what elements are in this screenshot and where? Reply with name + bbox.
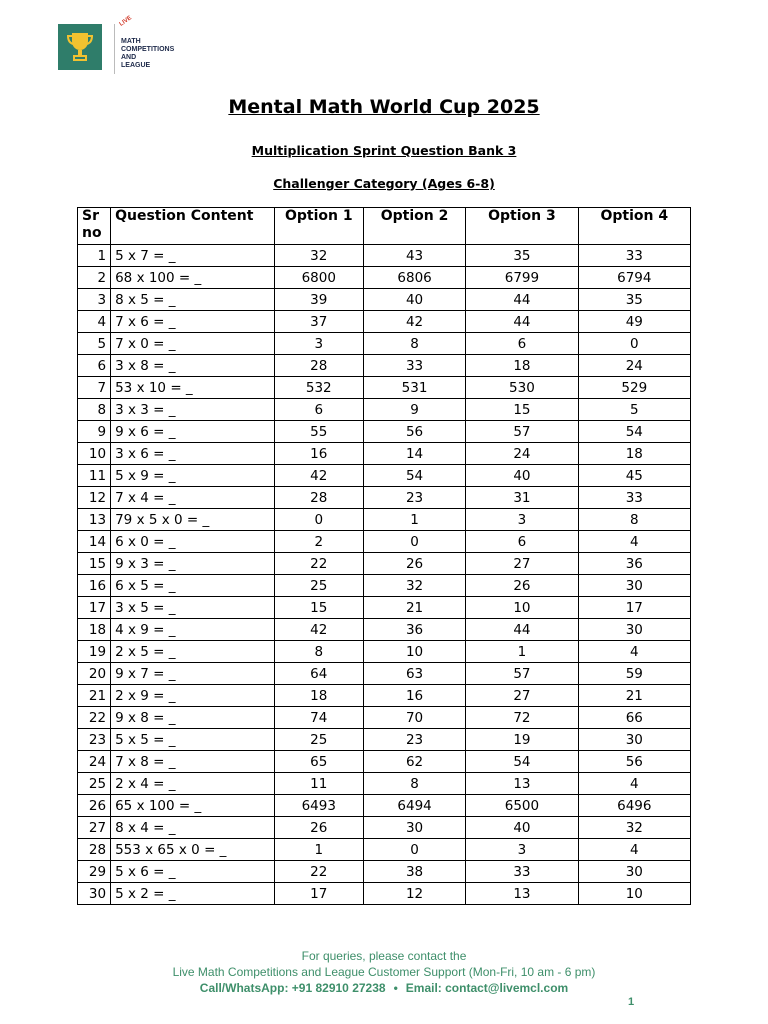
cell-option-4: 59 bbox=[578, 663, 690, 685]
cell-option-3: 33 bbox=[466, 861, 578, 883]
table-row bbox=[78, 597, 691, 619]
cell-question: 65 x 100 = _ bbox=[111, 795, 275, 817]
table-body bbox=[78, 245, 691, 905]
cell-question: 7 x 4 = _ bbox=[111, 487, 275, 509]
cell-question: 553 x 65 x 0 = _ bbox=[111, 839, 275, 861]
cell-sr-no: 18 bbox=[78, 619, 111, 641]
cell-option-1: 1 bbox=[274, 839, 363, 861]
cell-option-4: 18 bbox=[578, 443, 690, 465]
table-row bbox=[78, 861, 691, 883]
cell-option-1: 28 bbox=[274, 355, 363, 377]
cell-option-3: 13 bbox=[466, 773, 578, 795]
header-option-2: Option 2 bbox=[363, 208, 465, 245]
cell-question: 7 x 8 = _ bbox=[111, 751, 275, 773]
cell-option-2: 33 bbox=[363, 355, 465, 377]
cell-option-3: 3 bbox=[466, 839, 578, 861]
logo-line: AND bbox=[121, 54, 137, 61]
header-option-1: Option 1 bbox=[274, 208, 363, 245]
cell-option-1: 18 bbox=[274, 685, 363, 707]
cell-option-2: 23 bbox=[363, 487, 465, 509]
logo-live-text: LIVE bbox=[118, 15, 133, 28]
table-row bbox=[78, 465, 691, 487]
cell-question: 6 x 5 = _ bbox=[111, 575, 275, 597]
cell-sr-no: 17 bbox=[78, 597, 111, 619]
cell-question: 3 x 3 = _ bbox=[111, 399, 275, 421]
category-subtitle: Challenger Category (Ages 6-8) bbox=[273, 176, 495, 191]
table-row bbox=[78, 619, 691, 641]
cell-sr-no: 4 bbox=[78, 311, 111, 333]
cell-option-2: 36 bbox=[363, 619, 465, 641]
table-row bbox=[78, 729, 691, 751]
cell-option-2: 30 bbox=[363, 817, 465, 839]
cell-option-2: 16 bbox=[363, 685, 465, 707]
cell-option-3: 6 bbox=[466, 333, 578, 355]
cell-option-1: 11 bbox=[274, 773, 363, 795]
cell-option-2: 8 bbox=[363, 773, 465, 795]
cell-option-1: 2 bbox=[274, 531, 363, 553]
cell-option-3: 72 bbox=[466, 707, 578, 729]
cell-question: 3 x 8 = _ bbox=[111, 355, 275, 377]
cell-option-4: 33 bbox=[578, 487, 690, 509]
table-row bbox=[78, 883, 691, 905]
cell-option-3: 3 bbox=[466, 509, 578, 531]
cell-question: 9 x 7 = _ bbox=[111, 663, 275, 685]
cell-question: 5 x 7 = _ bbox=[111, 245, 275, 267]
cell-option-1: 64 bbox=[274, 663, 363, 685]
cell-option-2: 14 bbox=[363, 443, 465, 465]
cell-option-3: 40 bbox=[466, 465, 578, 487]
cell-option-4: 6794 bbox=[578, 267, 690, 289]
footer-separator: • bbox=[393, 981, 398, 995]
cell-question: 53 x 10 = _ bbox=[111, 377, 275, 399]
cell-option-4: 32 bbox=[578, 817, 690, 839]
cell-option-2: 12 bbox=[363, 883, 465, 905]
cell-sr-no: 9 bbox=[78, 421, 111, 443]
cell-sr-no: 21 bbox=[78, 685, 111, 707]
cell-sr-no: 25 bbox=[78, 773, 111, 795]
cell-option-1: 22 bbox=[274, 553, 363, 575]
header-option-4: Option 4 bbox=[578, 208, 690, 245]
cell-option-1: 55 bbox=[274, 421, 363, 443]
cell-option-2: 40 bbox=[363, 289, 465, 311]
cell-option-2: 0 bbox=[363, 531, 465, 553]
cell-sr-no: 27 bbox=[78, 817, 111, 839]
cell-option-1: 532 bbox=[274, 377, 363, 399]
cell-option-3: 54 bbox=[466, 751, 578, 773]
cell-option-1: 15 bbox=[274, 597, 363, 619]
cell-question: 9 x 8 = _ bbox=[111, 707, 275, 729]
cell-option-1: 6 bbox=[274, 399, 363, 421]
footer-line-2: Live Math Competitions and League Customer Support (Mon-Fri, 10 am - 6 pm) bbox=[172, 965, 596, 979]
cell-option-4: 30 bbox=[578, 575, 690, 597]
table-row bbox=[78, 641, 691, 663]
table-header-row bbox=[78, 208, 691, 245]
table-row bbox=[78, 773, 691, 795]
cell-option-1: 25 bbox=[274, 575, 363, 597]
cell-option-2: 23 bbox=[363, 729, 465, 751]
cell-sr-no: 28 bbox=[78, 839, 111, 861]
cell-sr-no: 30 bbox=[78, 883, 111, 905]
table-row bbox=[78, 245, 691, 267]
cell-question: 5 x 6 = _ bbox=[111, 861, 275, 883]
cell-option-4: 0 bbox=[578, 333, 690, 355]
table-row bbox=[78, 267, 691, 289]
cell-option-3: 27 bbox=[466, 553, 578, 575]
page-title: Mental Math World Cup 2025 bbox=[228, 96, 540, 118]
cell-option-1: 74 bbox=[274, 707, 363, 729]
cell-question: 8 x 4 = _ bbox=[111, 817, 275, 839]
logo-line: LEAGUE bbox=[121, 62, 151, 69]
table-row bbox=[78, 355, 691, 377]
table-row bbox=[78, 663, 691, 685]
cell-sr-no: 1 bbox=[78, 245, 111, 267]
cell-option-4: 10 bbox=[578, 883, 690, 905]
cell-option-4: 17 bbox=[578, 597, 690, 619]
table-row bbox=[78, 311, 691, 333]
cell-option-2: 38 bbox=[363, 861, 465, 883]
table-row bbox=[78, 509, 691, 531]
cell-option-3: 15 bbox=[466, 399, 578, 421]
cell-option-2: 6494 bbox=[363, 795, 465, 817]
cell-option-2: 531 bbox=[363, 377, 465, 399]
cell-sr-no: 10 bbox=[78, 443, 111, 465]
cell-option-4: 33 bbox=[578, 245, 690, 267]
cell-option-2: 62 bbox=[363, 751, 465, 773]
cell-option-4: 35 bbox=[578, 289, 690, 311]
cell-option-4: 45 bbox=[578, 465, 690, 487]
cell-option-4: 6496 bbox=[578, 795, 690, 817]
cell-option-4: 54 bbox=[578, 421, 690, 443]
cell-sr-no: 12 bbox=[78, 487, 111, 509]
cell-option-3: 57 bbox=[466, 421, 578, 443]
cell-question: 3 x 6 = _ bbox=[111, 443, 275, 465]
cell-option-4: 56 bbox=[578, 751, 690, 773]
cell-option-1: 16 bbox=[274, 443, 363, 465]
cell-question: 8 x 5 = _ bbox=[111, 289, 275, 311]
cell-option-4: 529 bbox=[578, 377, 690, 399]
table-row bbox=[78, 289, 691, 311]
cell-option-2: 63 bbox=[363, 663, 465, 685]
footer-contact-line bbox=[0, 980, 768, 996]
cell-option-4: 4 bbox=[578, 773, 690, 795]
logo-line: MATH bbox=[121, 38, 141, 45]
table-row bbox=[78, 839, 691, 861]
cell-option-4: 49 bbox=[578, 311, 690, 333]
cell-option-2: 8 bbox=[363, 333, 465, 355]
cell-sr-no: 2 bbox=[78, 267, 111, 289]
cell-sr-no: 13 bbox=[78, 509, 111, 531]
cell-option-4: 30 bbox=[578, 729, 690, 751]
cell-option-3: 57 bbox=[466, 663, 578, 685]
cell-option-4: 4 bbox=[578, 641, 690, 663]
cell-option-2: 70 bbox=[363, 707, 465, 729]
cell-sr-no: 7 bbox=[78, 377, 111, 399]
cell-option-4: 30 bbox=[578, 861, 690, 883]
cell-question: 5 x 2 = _ bbox=[111, 883, 275, 905]
cell-option-1: 6800 bbox=[274, 267, 363, 289]
cell-question: 3 x 5 = _ bbox=[111, 597, 275, 619]
logo-divider bbox=[114, 24, 115, 74]
table-row bbox=[78, 553, 691, 575]
cell-sr-no: 14 bbox=[78, 531, 111, 553]
table-row bbox=[78, 421, 691, 443]
cell-question: 4 x 9 = _ bbox=[111, 619, 275, 641]
table-row bbox=[78, 707, 691, 729]
cell-option-3: 1 bbox=[466, 641, 578, 663]
cell-option-3: 19 bbox=[466, 729, 578, 751]
cell-option-2: 21 bbox=[363, 597, 465, 619]
cell-option-1: 42 bbox=[274, 465, 363, 487]
cell-option-1: 25 bbox=[274, 729, 363, 751]
table-row bbox=[78, 685, 691, 707]
cell-option-3: 27 bbox=[466, 685, 578, 707]
cell-question: 2 x 9 = _ bbox=[111, 685, 275, 707]
cell-option-4: 36 bbox=[578, 553, 690, 575]
footer-line-1: For queries, please contact the bbox=[301, 949, 467, 963]
cell-question: 79 x 5 x 0 = _ bbox=[111, 509, 275, 531]
logo-line: COMPETITIONS bbox=[121, 46, 175, 53]
cell-sr-no: 15 bbox=[78, 553, 111, 575]
cell-sr-no: 11 bbox=[78, 465, 111, 487]
question-bank-subtitle: Multiplication Sprint Question Bank 3 bbox=[251, 143, 517, 158]
table-row bbox=[78, 487, 691, 509]
cell-option-4: 21 bbox=[578, 685, 690, 707]
cell-sr-no: 24 bbox=[78, 751, 111, 773]
question-table bbox=[77, 207, 691, 905]
cell-sr-no: 23 bbox=[78, 729, 111, 751]
cell-sr-no: 20 bbox=[78, 663, 111, 685]
trophy-icon bbox=[58, 24, 102, 70]
cell-option-2: 0 bbox=[363, 839, 465, 861]
table-row bbox=[78, 531, 691, 553]
cell-option-2: 43 bbox=[363, 245, 465, 267]
cell-option-1: 26 bbox=[274, 817, 363, 839]
cell-option-2: 42 bbox=[363, 311, 465, 333]
cell-option-3: 24 bbox=[466, 443, 578, 465]
cell-option-4: 4 bbox=[578, 839, 690, 861]
cell-option-2: 26 bbox=[363, 553, 465, 575]
cell-sr-no: 3 bbox=[78, 289, 111, 311]
cell-option-3: 18 bbox=[466, 355, 578, 377]
table-row bbox=[78, 333, 691, 355]
cell-option-1: 0 bbox=[274, 509, 363, 531]
cell-question: 7 x 6 = _ bbox=[111, 311, 275, 333]
cell-option-2: 6806 bbox=[363, 267, 465, 289]
logo-wordmark bbox=[118, 15, 175, 70]
cell-option-1: 32 bbox=[274, 245, 363, 267]
cell-sr-no: 6 bbox=[78, 355, 111, 377]
cell-option-3: 6 bbox=[466, 531, 578, 553]
table-row bbox=[78, 795, 691, 817]
table-row bbox=[78, 751, 691, 773]
cell-option-2: 1 bbox=[363, 509, 465, 531]
cell-option-1: 22 bbox=[274, 861, 363, 883]
header-option-3: Option 3 bbox=[466, 208, 578, 245]
cell-option-2: 9 bbox=[363, 399, 465, 421]
cell-option-2: 10 bbox=[363, 641, 465, 663]
header-sr-no: Sr no bbox=[78, 208, 111, 245]
cell-option-3: 40 bbox=[466, 817, 578, 839]
cell-question: 5 x 5 = _ bbox=[111, 729, 275, 751]
cell-option-1: 28 bbox=[274, 487, 363, 509]
cell-option-1: 8 bbox=[274, 641, 363, 663]
contact-footer bbox=[0, 948, 768, 996]
footer-phone: Call/WhatsApp: +91 82910 27238 bbox=[199, 981, 386, 995]
cell-option-3: 35 bbox=[466, 245, 578, 267]
cell-sr-no: 29 bbox=[78, 861, 111, 883]
cell-option-4: 5 bbox=[578, 399, 690, 421]
cell-option-1: 39 bbox=[274, 289, 363, 311]
table-row bbox=[78, 817, 691, 839]
cell-option-4: 30 bbox=[578, 619, 690, 641]
cell-question: 68 x 100 = _ bbox=[111, 267, 275, 289]
cell-option-3: 6799 bbox=[466, 267, 578, 289]
cell-question: 6 x 0 = _ bbox=[111, 531, 275, 553]
cell-option-3: 44 bbox=[466, 289, 578, 311]
cell-question: 2 x 5 = _ bbox=[111, 641, 275, 663]
cell-question: 9 x 6 = _ bbox=[111, 421, 275, 443]
cell-option-4: 8 bbox=[578, 509, 690, 531]
cell-option-2: 54 bbox=[363, 465, 465, 487]
table-row bbox=[78, 443, 691, 465]
cell-option-3: 44 bbox=[466, 311, 578, 333]
cell-option-3: 10 bbox=[466, 597, 578, 619]
cell-sr-no: 5 bbox=[78, 333, 111, 355]
cell-option-4: 66 bbox=[578, 707, 690, 729]
cell-option-1: 42 bbox=[274, 619, 363, 641]
cell-sr-no: 8 bbox=[78, 399, 111, 421]
cell-sr-no: 16 bbox=[78, 575, 111, 597]
cell-option-3: 530 bbox=[466, 377, 578, 399]
cell-option-1: 3 bbox=[274, 333, 363, 355]
cell-option-4: 4 bbox=[578, 531, 690, 553]
footer-email: Email: contact@livemcl.com bbox=[405, 981, 569, 995]
cell-option-3: 26 bbox=[466, 575, 578, 597]
cell-sr-no: 22 bbox=[78, 707, 111, 729]
cell-question: 7 x 0 = _ bbox=[111, 333, 275, 355]
cell-option-3: 31 bbox=[466, 487, 578, 509]
cell-option-1: 17 bbox=[274, 883, 363, 905]
page-number: 1 bbox=[628, 996, 635, 1008]
cell-option-2: 32 bbox=[363, 575, 465, 597]
table-row bbox=[78, 377, 691, 399]
cell-sr-no: 19 bbox=[78, 641, 111, 663]
cell-option-3: 44 bbox=[466, 619, 578, 641]
cell-option-4: 24 bbox=[578, 355, 690, 377]
cell-sr-no: 26 bbox=[78, 795, 111, 817]
cell-option-1: 65 bbox=[274, 751, 363, 773]
cell-option-2: 56 bbox=[363, 421, 465, 443]
brand-logo bbox=[58, 15, 188, 74]
table-row bbox=[78, 399, 691, 421]
cell-option-3: 6500 bbox=[466, 795, 578, 817]
cell-question: 5 x 9 = _ bbox=[111, 465, 275, 487]
cell-question: 2 x 4 = _ bbox=[111, 773, 275, 795]
header-question-content: Question Content bbox=[111, 208, 275, 245]
table-row bbox=[78, 575, 691, 597]
cell-option-1: 37 bbox=[274, 311, 363, 333]
cell-question: 9 x 3 = _ bbox=[111, 553, 275, 575]
cell-option-1: 6493 bbox=[274, 795, 363, 817]
cell-option-3: 13 bbox=[466, 883, 578, 905]
